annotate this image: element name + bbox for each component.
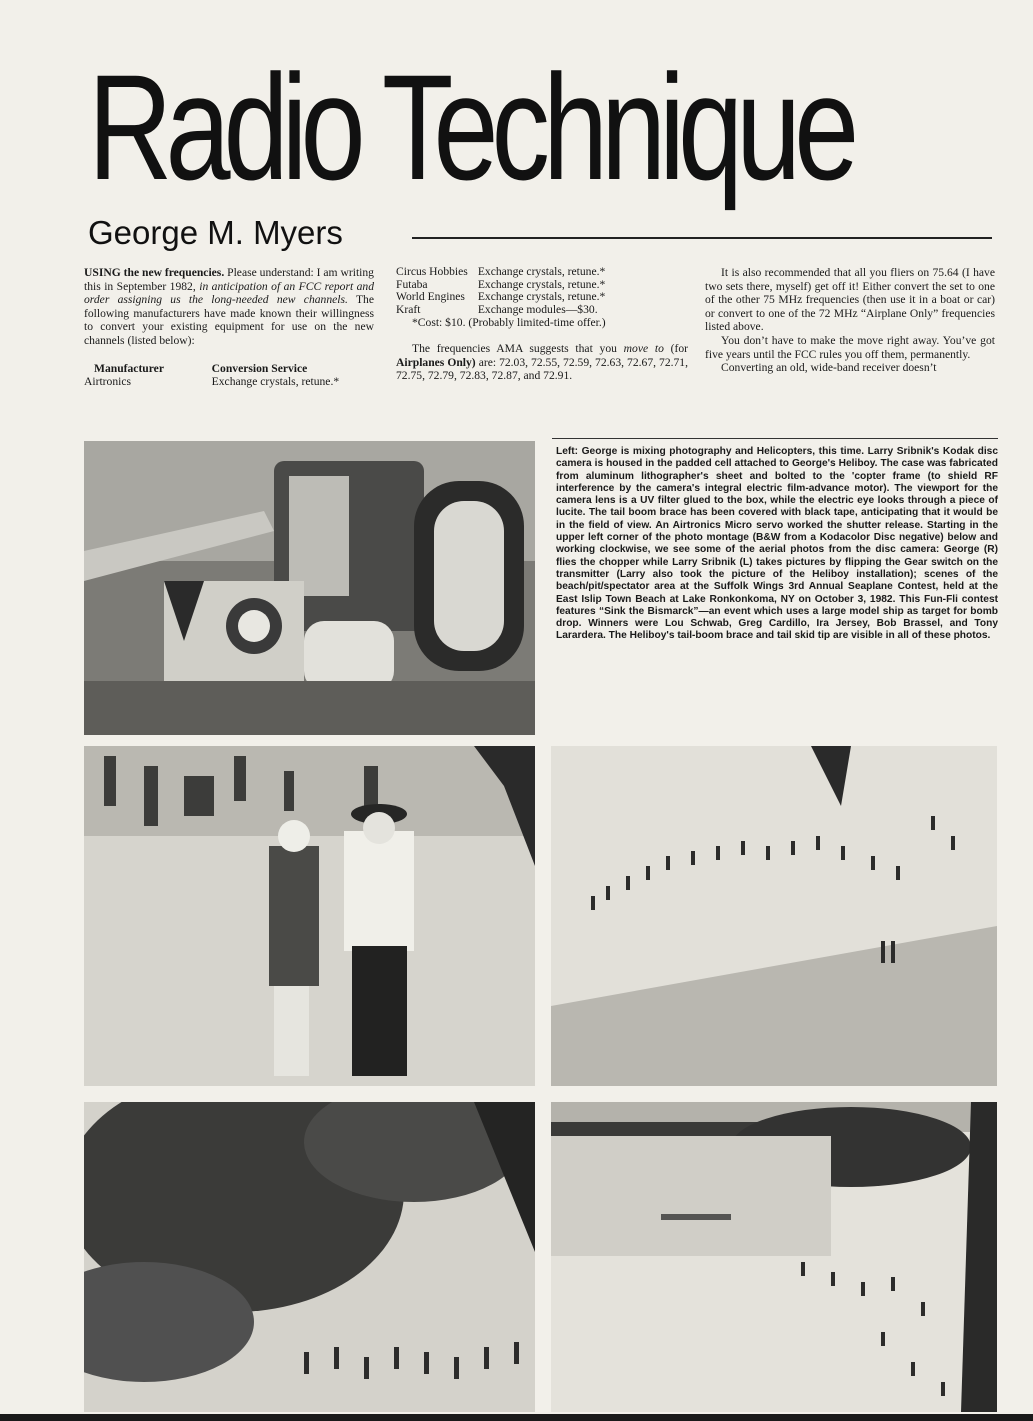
paragraph: You don’t have to make the move right away. You’ve got five years until the FCC rules you off them, permanently. (705, 333, 995, 361)
page-title: Radio Technique (88, 43, 853, 211)
table-row (396, 266, 615, 279)
manufacturer-table (84, 362, 374, 389)
table-cell-service: Exchange crystals, retune.* (211, 375, 340, 389)
freq-text-b: (for (670, 341, 688, 355)
article-column-1 (84, 266, 374, 389)
frequency-paragraph (396, 342, 688, 383)
byline-rule (412, 237, 992, 239)
photo-caption: Left: George is mixing photography and Helicopters, this time. Larry Sribnik's Kodak disc camera is housed in the padded cell attached to George's Heliboy. The case was fabricated from aluminum lithographer's sheet and bolted to the 'copter frame (to shield RF interference by the camera's integral electric film-advance motor). The viewport for the camera lens is a UV filter glued to the box, while the electric eye looks through a piece of lucite. The tail boom brace has been covered with black tape, anticipating that it would be in the field of view. An Airtronics Micro servo worked the shutter release. Starting in the upper left corner of the photo montage (B&W from a Kodacolor Disc negative) below and working clockwise, we see some of the aerial photos from the disc camera: George (R) flies the chopper while Larry Sribnik (L) takes pictures by flipping the Gear switch on the transmitter (Larry also took the picture of the Heliboy installation); scenes of the beach/pit/spectator area at the Suffolk Wings 3rd Annual Seaplane Contest, held at the East Islip Town Beach at Lake Ronkonkoma, NY on October 3, 1982. This Fun-Fli contest features “Sink the Bismarck”—an event which uses a large model ship as target for bomb drop. Winners were Lou Schwab, Greg Cardillo, Ira Jersey, Bob Brassel, and Tony Larardera. The Heliboy's tail-boom brace and tail skid tip are visible in all of these photos. (556, 446, 998, 642)
table-cell-manufacturer: Circus Hobbies (396, 265, 468, 278)
article-column-2 (396, 266, 688, 383)
table-cell-service: Exchange crystals, retune.* (477, 265, 606, 278)
freq-text-italic: move to (623, 341, 664, 355)
author-byline: George M. Myers (88, 214, 343, 251)
intro-paragraph (84, 266, 374, 348)
paragraph: It is also recommended that all you fliers on 75.64 (I have two sets there, myself) get off it! Either convert the set to one of the other 75 MHz frequencies (then use it in a boat or car) or convert to one of the 72 MHz “Airplane Only” frequencies listed above. (705, 266, 995, 334)
table-cell-service: Exchange crystals, retune.* (477, 277, 606, 291)
pilots-on-beach-photo (84, 746, 535, 1086)
article-column-3 (705, 266, 995, 375)
freq-text-bold: Airplanes Only) (396, 355, 476, 369)
manufacturer-table-continued (396, 266, 615, 316)
table-cell-service: Exchange crystals, retune.* (477, 290, 606, 304)
table-cell-manufacturer: Kraft (396, 302, 421, 316)
caption-rule (552, 438, 998, 439)
lead-in: USING the new frequencies. (84, 266, 225, 279)
table-cell-service: Exchange modules—$30. (477, 302, 598, 316)
table-header-service: Conversion Service (211, 361, 308, 375)
table-cell-manufacturer: World Engines (396, 290, 465, 304)
table-row (396, 304, 615, 317)
trees-and-crowd-photo (84, 1102, 535, 1412)
intro-text-a: Please understand: I am writing this in September 1982, (84, 266, 374, 293)
table-row (396, 291, 615, 304)
table-header-manufacturer: Manufacturer (94, 361, 164, 375)
intro-text-italic: in anticipation of an FCC report and order assigning us the long-needed new channels. (84, 279, 375, 307)
paragraph: Converting an old, wide-band receiver doesn’t (721, 361, 937, 375)
beach-crowd-photo (551, 746, 997, 1086)
lake-shore-photo (551, 1102, 997, 1412)
page-bottom-edge (0, 1414, 1033, 1421)
table-cell-manufacturer: Futaba (396, 277, 428, 291)
intro-text-b: The following manufacturers have made known their willingness to convert your existing equipment for use on the new channels (listed below): (84, 293, 374, 347)
cost-note: *Cost: $10. (Probably limited-time offer.) (412, 316, 606, 330)
table-cell-manufacturer: Airtronics (84, 375, 132, 389)
freq-text-c: are: 72.03, 72.55, 72.59, 72.63, 72.67, 72.71, 72.75, 72.79, 72.83, 72.87, and 72.91. (396, 355, 689, 383)
helicopter-camera-photo (84, 441, 535, 735)
freq-text-a: The frequencies AMA suggests that you (412, 341, 617, 355)
